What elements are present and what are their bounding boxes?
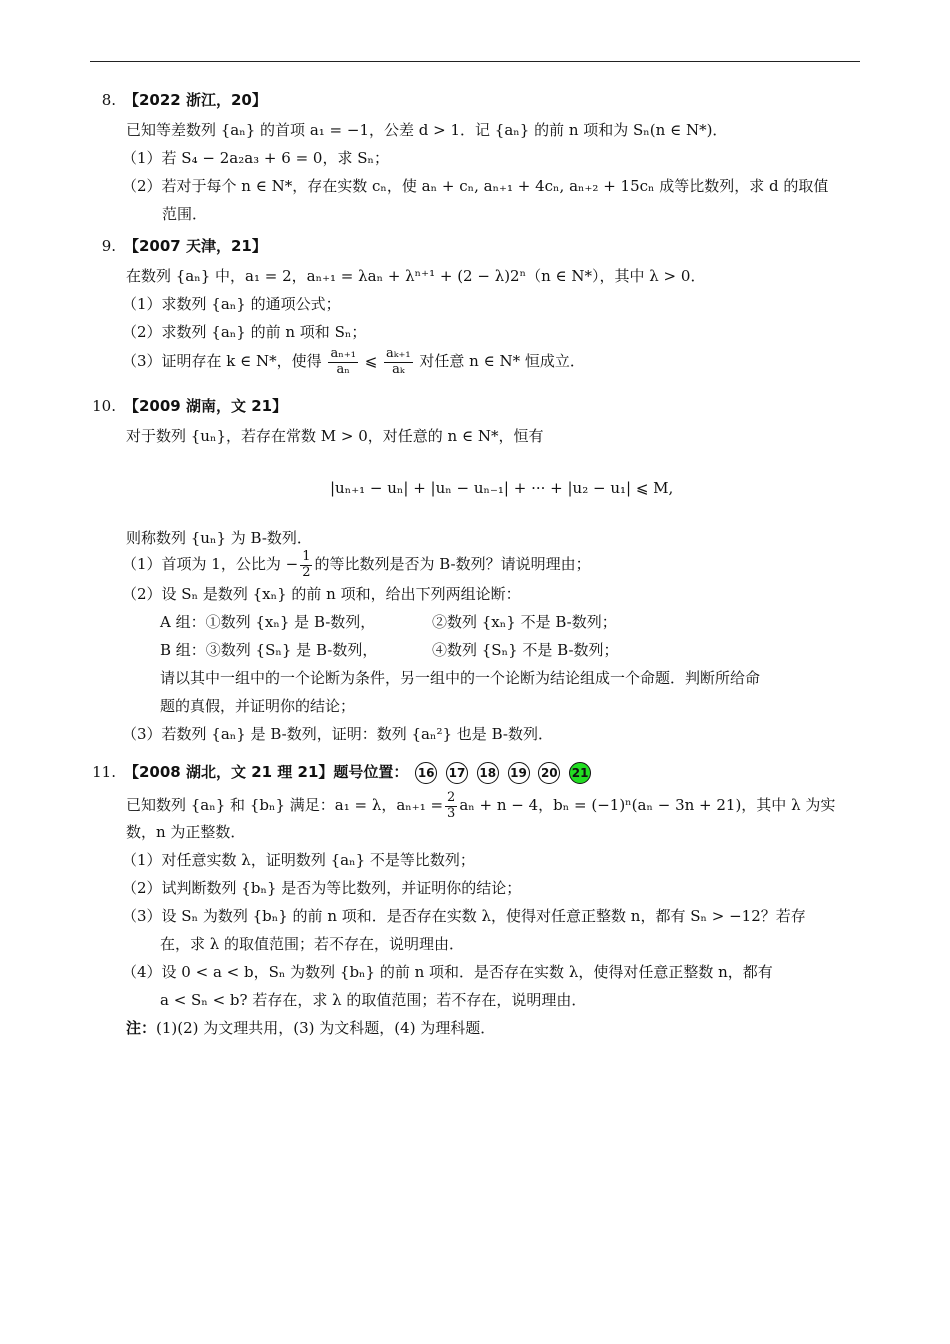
question-4-cont: a < Sₙ < b? 若存在，求 λ 的取值范围；若不存在，说明理由． bbox=[160, 991, 587, 1009]
question-2: （2）求数列 {aₙ} 的前 n 项和 Sₙ； bbox=[122, 323, 367, 341]
stem-pre: 已知数列 {aₙ} 和 {bₙ} 满足：a₁ = λ，aₙ₊₁ = bbox=[126, 796, 444, 814]
leq-sign: ⩽ bbox=[364, 352, 378, 370]
question-1-pre: （1）首项为 1，公比为 − bbox=[122, 555, 299, 573]
question-4: （4）设 0 < a < b，Sₙ 为数列 {bₙ} 的前 n 项和．是否存在实数 λ，使得对任意正整数 n，都有 bbox=[122, 963, 773, 981]
note-label: 注： bbox=[126, 1019, 157, 1037]
question-3: （3）若数列 {aₙ} 是 B-数列，证明：数列 {aₙ²} 也是 B-数列． bbox=[122, 725, 553, 743]
problem-stem: 在数列 {aₙ} 中，a₁ = 2，aₙ₊₁ = λaₙ + λⁿ⁺¹ + (2 − λ)2ⁿ（n ∈ N*），其中 λ > 0． bbox=[126, 267, 706, 285]
position-circle-17: 17 bbox=[446, 762, 468, 784]
note-text: (1)(2) 为文理共用，(3) 为文科题，(4) 为理科题． bbox=[156, 1019, 496, 1037]
question-2-cont: 题的真假，并证明你的结论； bbox=[160, 697, 356, 715]
question-3-pre: （3）证明存在 k ∈ N*，使得 bbox=[122, 352, 322, 370]
problem-source: 【2009 湖南，文 21】 bbox=[124, 397, 288, 415]
problem-stem bbox=[126, 786, 835, 824]
group-a-2: ②数列 {xₙ} 不是 B-数列； bbox=[432, 613, 617, 631]
question-2: （2）设 Sₙ 是数列 {xₙ} 的前 n 项和，给出下列两组论断： bbox=[122, 585, 521, 603]
problem-source-row bbox=[124, 760, 593, 784]
problem-number: 10. bbox=[92, 397, 116, 415]
question-1-post: 的等比数列是否为 B-数列？请说明理由； bbox=[314, 555, 591, 573]
question-1: （1）求数列 {aₙ} 的通项公式； bbox=[122, 295, 341, 313]
group-b-2: ④数列 {Sₙ} 不是 B-数列； bbox=[432, 641, 619, 659]
problem-number: 8. bbox=[101, 91, 116, 109]
problem-source: 【2022 浙江，20】 bbox=[124, 91, 267, 109]
fraction: $\frac{1}{2}$ bbox=[302, 549, 311, 580]
stem-post: aₙ + n − 4，bₙ = (−1)ⁿ(aₙ − 3n + 21)，其中 λ 为实 bbox=[459, 796, 836, 814]
problem-number: 11. bbox=[92, 763, 116, 781]
problem-source: 【2007 天津，21】 bbox=[124, 237, 267, 255]
question-3: （3）设 Sₙ 为数列 {bₙ} 的前 n 项和．是否存在实数 λ，使得对任意正整数 n，都有 Sₙ > −12？若存 bbox=[122, 907, 806, 925]
position-circle-16: 16 bbox=[415, 762, 437, 784]
position-circle-18: 18 bbox=[477, 762, 499, 784]
problem-source: 【2008 湖北，文 21 理 21】题号位置： bbox=[124, 763, 409, 781]
position-circle-21-active: 21 bbox=[569, 762, 591, 784]
problem-stem: 对于数列 {uₙ}，若存在常数 M > 0，对任意的 n ∈ N*，恒有 bbox=[126, 427, 544, 445]
header-rule bbox=[90, 61, 860, 62]
group-a-1: A 组：①数列 {xₙ} 是 B-数列， bbox=[160, 613, 376, 631]
definition: 则称数列 {uₙ} 为 B-数列． bbox=[126, 529, 312, 547]
question-2-cont: 范围． bbox=[162, 205, 208, 223]
question-3 bbox=[122, 342, 585, 380]
fraction: $\frac{\text{aₙ₊₁}}{\text{aₙ}}$ bbox=[330, 346, 356, 377]
problem-number: 9. bbox=[101, 237, 116, 255]
position-circle-19: 19 bbox=[508, 762, 530, 784]
note bbox=[126, 1018, 495, 1038]
question-1: （1）对任意实数 λ，证明数列 {aₙ} 不是等比数列； bbox=[122, 851, 475, 869]
display-formula: |uₙ₊₁ − uₙ| + |uₙ − uₙ₋₁| + ··· + |u₂ − u₁| ⩽ M, bbox=[330, 479, 674, 497]
question-1 bbox=[122, 546, 591, 582]
fraction: $\frac{2}{3}$ bbox=[447, 790, 456, 821]
question-2: （2）试判断数列 {bₙ} 是否为等比数列，并证明你的结论； bbox=[122, 879, 522, 897]
question-2: （2）若对于每个 n ∈ N*，存在实数 cₙ，使 aₙ + cₙ, aₙ₊₁ + 4cₙ, aₙ₊₂ + 15cₙ 成等比数列，求 d 的取值 bbox=[122, 177, 829, 195]
question-1: （1）若 S₄ − 2a₂a₃ + 6 = 0，求 Sₙ； bbox=[122, 149, 389, 167]
problem-stem-cont: 数，n 为正整数． bbox=[126, 823, 246, 841]
position-circle-20: 20 bbox=[538, 762, 560, 784]
question-2-cont: 请以其中一组中的一个论断为条件，另一组中的一个论断为结论组成一个命题．判断所给命 bbox=[160, 669, 761, 687]
problem-stem: 已知等差数列 {aₙ} 的首项 a₁ = −1，公差 d > 1．记 {aₙ} 的前 n 项和为 Sₙ(n ∈ N*)． bbox=[126, 121, 728, 139]
group-b-1: B 组：③数列 {Sₙ} 是 B-数列， bbox=[160, 641, 378, 659]
fraction: $\frac{\text{aₖ₊₁}}{\text{aₖ}}$ bbox=[386, 346, 411, 377]
question-3-post: 对任意 n ∈ N* 恒成立． bbox=[419, 352, 585, 370]
question-3-cont: 在，求 λ 的取值范围；若不存在，说明理由． bbox=[160, 935, 465, 953]
